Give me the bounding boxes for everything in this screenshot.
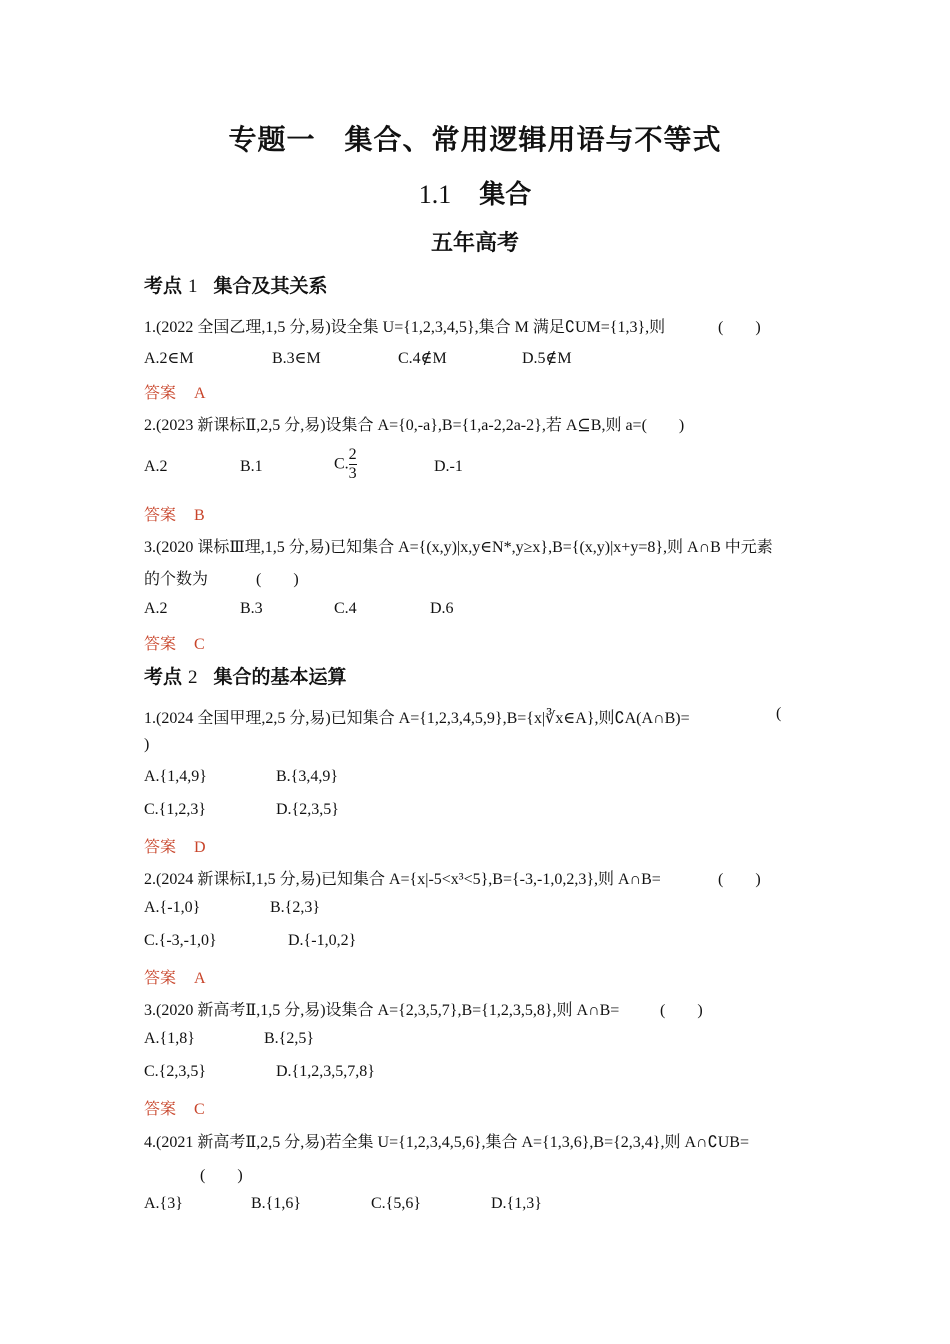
option-b: B.3	[240, 600, 263, 617]
kaodian-number: 1	[188, 276, 198, 297]
answer-label: 答案	[144, 1101, 177, 1118]
option-b: B.1	[240, 458, 263, 475]
section-heading: 五年高考	[430, 231, 519, 256]
option-d: D.{2,3,5}	[276, 801, 339, 818]
option-a: A.{1,4,9}	[144, 768, 207, 785]
option-c: C.{-3,-1,0}	[144, 932, 217, 949]
answer-label: 答案	[144, 970, 177, 987]
option-c: C.{2,3,5}	[144, 1063, 207, 1080]
option-d: D.6	[430, 600, 454, 617]
question-2-3-paren: ( )	[660, 1002, 703, 1019]
page-title: 专题一 集合、常用逻辑用语与不等式	[228, 123, 722, 156]
question-2-1-paren-close: )	[144, 736, 150, 753]
fraction-denominator: 3	[348, 465, 357, 482]
question-2-3-text: 3.(2020 新高考Ⅱ,1,5 分,易)设集合 A={2,3,5,7},B={1,2,3,5,8},则 A∩B=	[144, 1002, 620, 1019]
option-d: D.{-1,0,2}	[288, 932, 357, 949]
answer-line	[144, 965, 206, 988]
kaodian-title: 集合及其关系	[213, 275, 328, 297]
option-c	[334, 446, 357, 483]
subtitle-number: 1.1	[418, 180, 452, 209]
option-c: C.{1,2,3}	[144, 801, 207, 818]
answer-label: 答案	[144, 507, 177, 524]
answer-value: C	[194, 636, 205, 653]
question-1-3-text-cont: 的个数为 ( )	[144, 571, 299, 588]
answer-value: A	[194, 385, 206, 402]
question-1-1-paren: ( )	[718, 319, 761, 336]
option-a: A.{1,8}	[144, 1030, 195, 1047]
answer-line	[144, 834, 206, 857]
answer-line	[144, 380, 206, 403]
option-a: A.2	[144, 600, 168, 617]
subtitle-text: 集合	[479, 180, 532, 210]
answer-line	[144, 1096, 205, 1119]
option-d: D.-1	[434, 458, 463, 475]
option-a: A.{-1,0}	[144, 899, 201, 916]
option-c-label: C.	[334, 455, 349, 473]
question-2-4-text: 4.(2021 新高考Ⅱ,2,5 分,易)若全集 U={1,2,3,4,5,6},集合 A={1,3,6},B={2,3,4},则 A∩∁UB=	[144, 1134, 750, 1151]
answer-line	[144, 631, 205, 654]
option-b: B.{1,6}	[251, 1195, 302, 1212]
option-a: A.{3}	[144, 1195, 183, 1212]
kaodian-label: 考点	[144, 666, 183, 688]
option-d: D.{1,2,3,5,7,8}	[276, 1063, 375, 1080]
option-d: D.5∉M	[522, 350, 572, 367]
option-b: B.{3,4,9}	[276, 768, 339, 785]
question-2-2-paren: ( )	[718, 871, 761, 888]
kaodian-2-heading	[144, 662, 347, 689]
answer-label: 答案	[144, 636, 177, 653]
fraction-numerator: 2	[348, 446, 357, 463]
option-b: B.3∈M	[272, 350, 321, 367]
question-2-4-paren: ( )	[200, 1167, 243, 1184]
option-d: D.{1,3}	[491, 1195, 542, 1212]
kaodian-number: 2	[188, 667, 198, 688]
question-2-1-paren-open: (	[776, 705, 782, 722]
question-2-1-text: 1.(2024 全国甲理,2,5 分,易)已知集合 A={1,2,3,4,5,9},B={x|∛x∈A},则∁A(A∩B)=	[144, 710, 690, 727]
answer-value: C	[194, 1101, 205, 1118]
kaodian-title: 集合的基本运算	[213, 666, 347, 688]
answer-label: 答案	[144, 839, 177, 856]
answer-value: D	[194, 839, 206, 856]
option-a: A.2	[144, 458, 168, 475]
option-c: C.4∉M	[398, 350, 447, 367]
fraction	[349, 446, 357, 483]
answer-value: A	[194, 970, 206, 987]
option-b: B.{2,3}	[270, 899, 321, 916]
question-1-2-text: 2.(2023 新课标Ⅱ,2,5 分,易)设集合 A={0,-a},B={1,a-2,2a-2},若 A⊆B,则 a=( )	[144, 417, 685, 434]
option-b: B.{2,5}	[264, 1030, 315, 1047]
question-2-2-text: 2.(2024 新课标Ⅰ,1,5 分,易)已知集合 A={x|-5<x³<5},B={-3,-1,0,2,3},则 A∩B=	[144, 871, 661, 888]
answer-label: 答案	[144, 385, 177, 402]
kaodian-label: 考点	[144, 275, 183, 297]
question-1-3-text: 3.(2020 课标Ⅲ理,1,5 分,易)已知集合 A={(x,y)|x,y∈N*,y≥x},B={(x,y)|x+y=8},则 A∩B 中元素	[144, 539, 773, 556]
answer-line	[144, 502, 205, 525]
kaodian-1-heading	[144, 271, 328, 298]
section-subtitle	[0, 174, 950, 211]
question-1-1-text: 1.(2022 全国乙理,1,5 分,易)设全集 U={1,2,3,4,5},集合 M 满足∁UM={1,3},则	[144, 319, 666, 336]
answer-value: B	[194, 507, 205, 524]
option-c: C.4	[334, 600, 357, 617]
option-c: C.{5,6}	[371, 1195, 422, 1212]
option-a: A.2∈M	[144, 350, 194, 367]
